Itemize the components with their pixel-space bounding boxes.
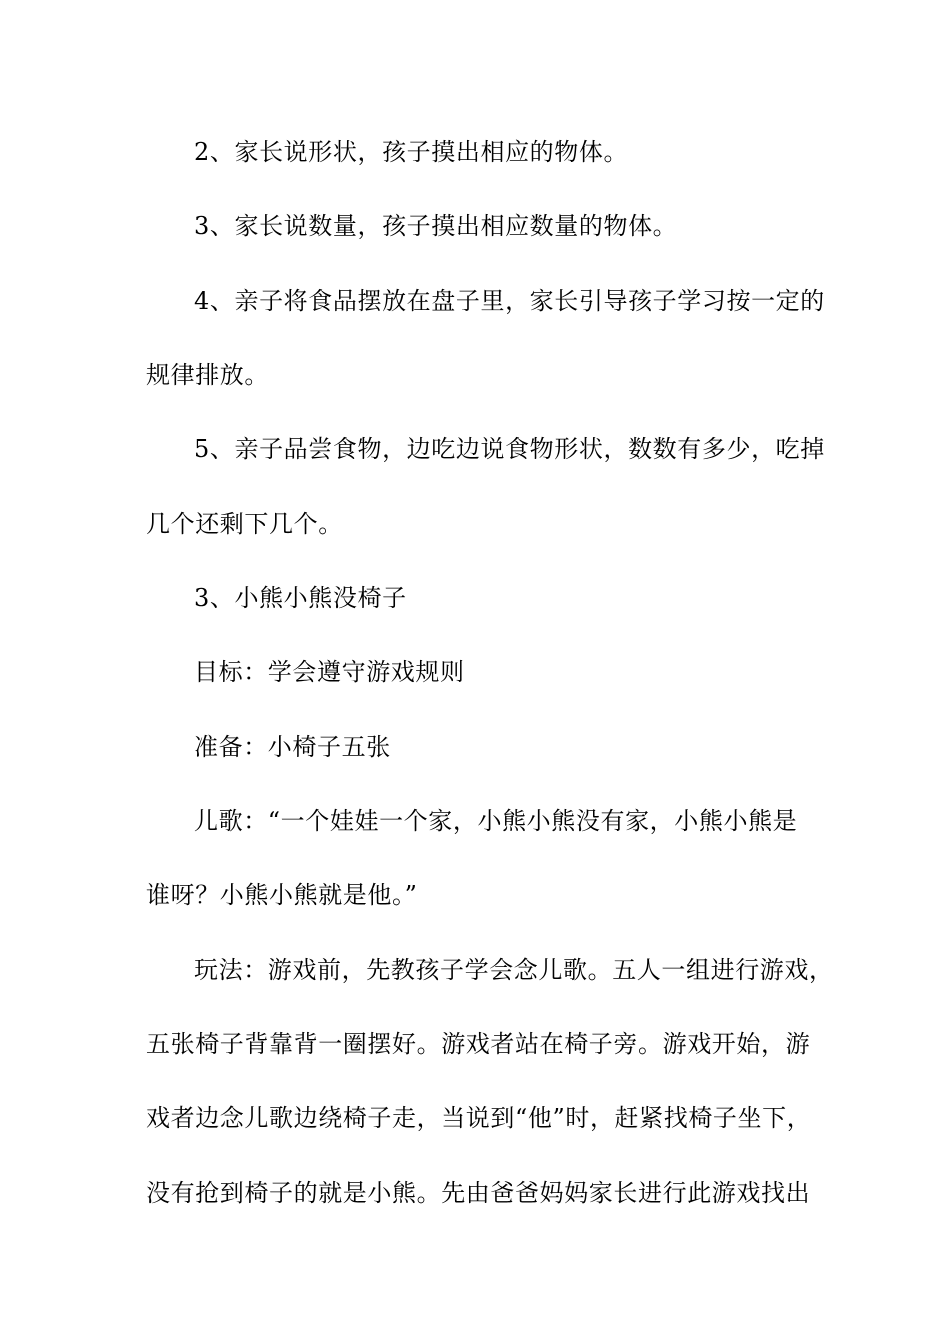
section-heading-game-3: 3、小熊小熊没椅子 xyxy=(194,584,407,612)
paragraph-step-5-line-1: 5、亲子品尝食物，边吃边说食物形状，数数有多少，吃掉 xyxy=(194,435,825,463)
paragraph-rules-line-1: 玩法：游戏前，先教孩子学会念儿歌。五人一组进行游戏， xyxy=(194,956,834,984)
paragraph-step-5-line-2: 几个还剩下几个。 xyxy=(146,510,343,538)
paragraph-goal: 目标：学会遵守游戏规则 xyxy=(194,658,465,686)
paragraph-step-3: 3、家长说数量，孩子摸出相应数量的物体。 xyxy=(194,212,678,240)
paragraph-step-2: 2、家长说形状，孩子摸出相应的物体。 xyxy=(194,138,629,166)
paragraph-preparation: 准备：小椅子五张 xyxy=(194,733,391,761)
paragraph-step-4-line-2: 规律排放。 xyxy=(146,361,269,389)
paragraph-rules-line-2: 五张椅子背靠背一圈摆好。游戏者站在椅子旁。游戏开始，游 xyxy=(146,1030,811,1058)
paragraph-rhyme-line-1: 儿歌：“一个娃娃一个家，小熊小熊没有家，小熊小熊是 xyxy=(194,807,798,835)
paragraph-rules-line-4: 没有抢到椅子的就是小熊。先由爸爸妈妈家长进行此游戏找出 xyxy=(146,1179,811,1207)
paragraph-rules-line-3: 戏者边念儿歌边绕椅子走，当说到“他”时，赶紧找椅子坐下， xyxy=(146,1104,812,1132)
paragraph-rhyme-line-2: 谁呀？小熊小熊就是他。” xyxy=(146,881,418,909)
paragraph-step-4-line-1: 4、亲子将食品摆放在盘子里，家长引导孩子学习按一定的 xyxy=(194,287,825,315)
